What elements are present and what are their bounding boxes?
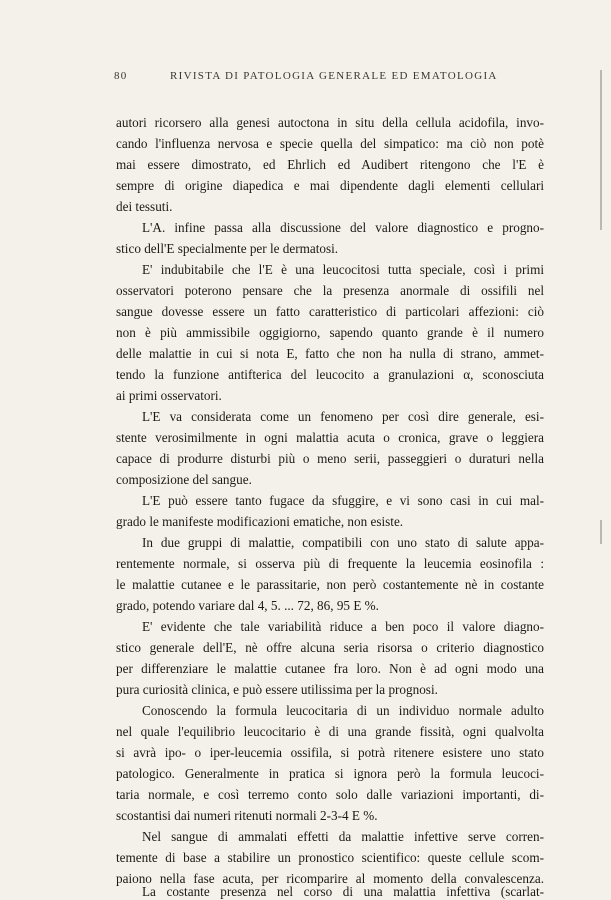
text-line: stente verosimilmente in ogni malattia acuta o cronica, grave o leggiera xyxy=(116,430,544,445)
text-line: stico dell'E specialmente per le dermatosi. xyxy=(116,241,339,256)
text-line: rentemente normale, si osserva più di frequente la leucemia eosinofila : xyxy=(116,556,544,571)
text-line: nel quale l'equilibrio leucocitario è di una grande fissità, ogni qualvolta xyxy=(116,724,544,739)
page-number: 80 xyxy=(114,70,128,82)
running-title: RIVISTA DI PATOLOGIA GENERALE ED EMATOLOGIA xyxy=(170,70,498,82)
text-line: osservatori poterono pensare che la presenza anormale di ossifili nel xyxy=(116,283,544,298)
text-line: temente di base a stabilire un pronostico scientifico: queste cellule scom- xyxy=(116,850,544,865)
margin-rule xyxy=(600,70,602,230)
text-line: composizione del sangue. xyxy=(116,472,252,487)
text-line: pura curiosità clinica, e può essere utilissima per la prognosi. xyxy=(116,682,438,697)
text-line: dei tessuti. xyxy=(116,199,173,214)
text-line: cando l'influenza nervosa e specie quella del simpatico: ma ciò non potè xyxy=(116,136,544,151)
text-line: per differenziare le malattie cutanee fra loro. Non è ad ogni modo una xyxy=(116,661,544,676)
text-line: patologico. Generalmente in pratica si ignora però la formula leucoci- xyxy=(116,766,544,781)
text-line: Nel sangue di ammalati effetti da malattie infettive serve corren- xyxy=(142,829,544,844)
text-line: sempre di origine diapedica e mai dipendente dagli elementi cellulari xyxy=(116,178,544,193)
text-line: E' evidente che tale variabilità riduce a ben poco il valore diagno- xyxy=(142,619,544,634)
text-line: stico generale dell'E, nè offre alcuna seria risorsa o criterio diagnostico xyxy=(116,640,544,655)
text-line: taria normale, e così terremo conto solo dalle variazioni importanti, di- xyxy=(116,787,544,802)
text-line: In due gruppi di malattie, compatibili con uno stato di salute appa- xyxy=(142,535,544,550)
text-line: grado, potendo variare dal 4, 5. ... 72, 86, 95 E %. xyxy=(116,598,379,613)
text-line: L'E va considerata come un fenomeno per così dire generale, esi- xyxy=(142,409,544,424)
text-line: L'A. infine passa alla discussione del valore diagnostico e progno- xyxy=(142,220,544,235)
text-line: sangue dovesse essere un fatto caratteristico di particolari affezioni: ciò xyxy=(116,304,544,319)
running-header xyxy=(114,70,544,82)
text-line: si avrà ipo- o iper-leucemia ossifila, si potrà ritenere esistere uno stato xyxy=(116,745,544,760)
text-line: E' indubitabile che l'E è una leucocitosi tutta speciale, così i primi xyxy=(142,262,544,277)
text-line: ai primi osservatori. xyxy=(116,388,222,403)
text-line: le malattie cutanee e le parassitarie, non però costantemente nè in costante xyxy=(116,577,544,592)
text-line: grado le manifeste modificazioni ematiche, non esiste. xyxy=(116,514,404,529)
text-line: mai essere dimostrato, ed Ehrlich ed Audibert ritengono che l'E è xyxy=(116,157,544,172)
text-line: tendo la funzione antifterica del leucocito a granulazioni α, sconosciuta xyxy=(116,367,544,382)
text-line: delle malattie in cui si nota E, fatto che non ha nulla di strano, ammet- xyxy=(116,346,544,361)
text-line: paiono nella fase acuta, per ricomparire al momento della convalescenza. xyxy=(116,871,544,886)
text-line: capace di produrre disturbi più o meno serii, passeggieri o duraturi nella xyxy=(116,451,544,466)
text-line: scostantisi dai numeri ritenuti normali 2-3-4 E %. xyxy=(116,808,378,823)
margin-rule xyxy=(600,520,602,544)
text-line: Conoscendo la formula leucocitaria di un individuo normale adulto xyxy=(142,703,544,718)
text-line: L'E può essere tanto fugace da sfuggire, e vi sono casi in cui mal- xyxy=(142,493,544,508)
text-line: non è più ammissibile oggigiorno, sapendo quanto grande è il numero xyxy=(116,325,544,340)
text-line: La costante presenza nel corso di una malattia infettiva (scarlat- xyxy=(142,884,544,899)
text-line: autori ricorsero alla genesi autoctona in situ della cellula acidofila, invo- xyxy=(116,115,544,130)
